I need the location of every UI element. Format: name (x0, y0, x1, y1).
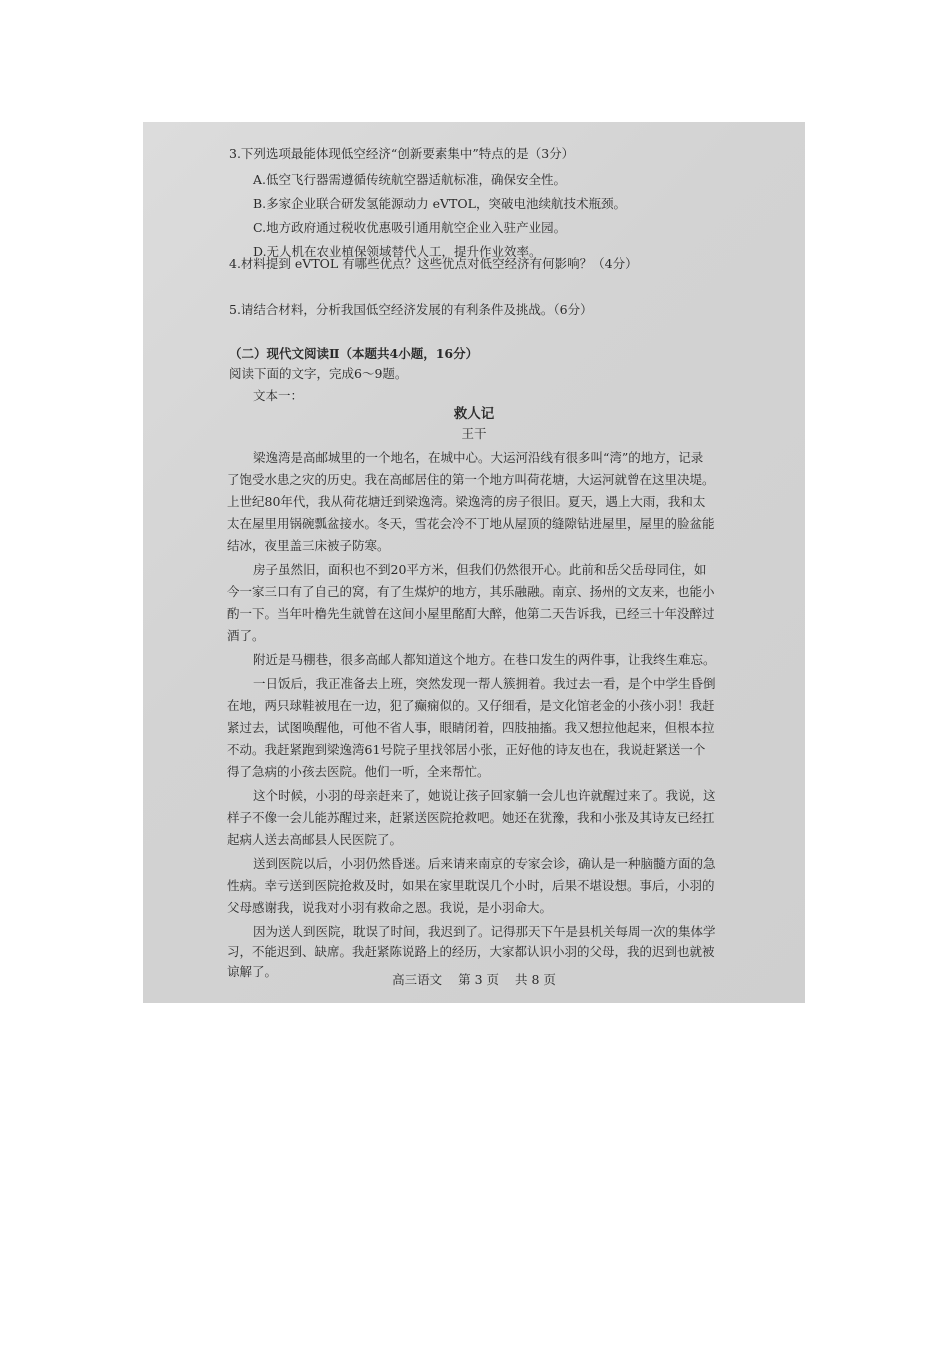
page-footer (143, 970, 805, 988)
scanned-page (143, 122, 805, 1003)
article-line: 性病。幸亏送到医院抢救及时，如果在家里耽误几个小时，后果不堪设想。事后，小羽的 (227, 878, 715, 893)
article-line: 谅解了。 (227, 964, 278, 979)
article-line: 上世纪80年代，我从荷花塘迁到梁逸湾。梁逸湾的房子很旧。夏天，遇上大雨，我和太 (227, 494, 706, 509)
article-line: 得了急病的小孩去医院。他们一听，全来帮忙。 (227, 764, 490, 779)
section-instruction: 阅读下面的文字，完成6～9题。 (229, 366, 408, 381)
question-4: 4.材料提到 eVTOL 有哪些优点？这些优点对低空经济有何影响？（4分） (229, 256, 638, 271)
question-3-stem: 3.下列选项最能体现低空经济“创新要素集中”特点的是（3分） (229, 146, 575, 161)
section-heading: （二）现代文阅读Ⅱ（本题共4小题，16分） (229, 346, 479, 361)
article-line: 在地，两只球鞋被甩在一边，犯了癫痫似的。又仔细看，是文化馆老金的小孩小羽！我赶 (227, 698, 715, 713)
article-line: 习，不能迟到、缺席。我赶紧陈说路上的经历，大家都认识小羽的父母，我的迟到也就被 (227, 944, 715, 959)
article-line: 附近是马棚巷，很多高邮人都知道这个地方。在巷口发生的两件事，让我终生难忘。 (253, 652, 716, 667)
article-line: 酌一下。当年叶橹先生就曾在这间小屋里酩酊大醉，他第二天告诉我，已经三十年没醉过 (227, 606, 715, 621)
article-line: 起病人送去高邮县人民医院了。 (227, 832, 403, 847)
question-3-option-a: A.低空飞行器需遵循传统航空器适航标准，确保安全性。 (253, 172, 567, 187)
question-5: 5.请结合材料，分析我国低空经济发展的有利条件及挑战。（6分） (229, 302, 593, 317)
article-line: 今一家三口有了自己的窝，有了生煤炉的地方，其乐融融。南京、扬州的文友来，也能小 (227, 584, 715, 599)
article-line: 太在屋里用锅碗瓢盆接水。冬天，雪花会冷不丁地从屋顶的缝隙钻进屋里，屋里的脸盆能 (227, 516, 715, 531)
article-line: 了饱受水患之灾的历史。我在高邮居住的第一个地方叫荷花塘，大运河就曾在这里决堤。 (227, 472, 715, 487)
article-line: 父母感谢我，说我对小羽有救命之恩。我说，是小羽命大。 (227, 900, 553, 915)
article-line: 这个时候，小羽的母亲赶来了，她说让孩子回家躺一会儿也许就醒过来了。我说，这 (253, 788, 716, 803)
footer-page-number: 第 3 页 (458, 972, 499, 987)
article-line: 结冰，夜里盖三床被子防寒。 (227, 538, 390, 553)
article-line: 房子虽然旧，面积也不到20平方米，但我们仍然很开心。此前和岳父岳母同住，如 (253, 562, 707, 577)
article-line: 紧过去，试图唤醒他，可他不省人事，眼睛闭着，四肢抽搐。我又想拉他起来，但根本拉 (227, 720, 715, 735)
question-3-option-b: B.多家企业联合研发氢能源动力 eVTOL，突破电池续航技术瓶颈。 (253, 196, 626, 211)
article-author: 王干 (461, 426, 487, 441)
text-label: 文本一： (253, 388, 304, 403)
article-line: 不动。我赶紧跑到梁逸湾61号院子里找邻居小张，正好他的诗友也在，我说赶紧送一个 (227, 742, 706, 757)
article-line: 梁逸湾是高邮城里的一个地名，在城中心。大运河沿线有很多叫“湾”的地方，记录 (253, 450, 704, 465)
footer-subject: 高三语文 (392, 972, 443, 987)
article-line: 一日饭后，我正准备去上班，突然发现一帮人簇拥着。我过去一看，是个中学生昏倒 (253, 676, 716, 691)
article-title: 救人记 (453, 406, 495, 422)
article-line: 酒了。 (227, 628, 265, 643)
question-3-option-d: D.无人机在农业植保领域替代人工，提升作业效率。 (253, 244, 542, 259)
question-3-option-c: C.地方政府通过税收优惠吸引通用航空企业入驻产业园。 (253, 220, 567, 235)
footer-total-pages: 共 8 页 (514, 972, 556, 987)
article-line: 因为送人到医院，耽误了时间，我迟到了。记得那天下午是县机关每周一次的集体学 (253, 924, 716, 939)
article-line: 样子不像一会儿能苏醒过来，赶紧送医院抢救吧。她还在犹豫，我和小张及其诗友已经扛 (227, 810, 715, 825)
article-line: 送到医院以后，小羽仍然昏迷。后来请来南京的专家会诊，确认是一种脑髓方面的急 (253, 856, 716, 871)
